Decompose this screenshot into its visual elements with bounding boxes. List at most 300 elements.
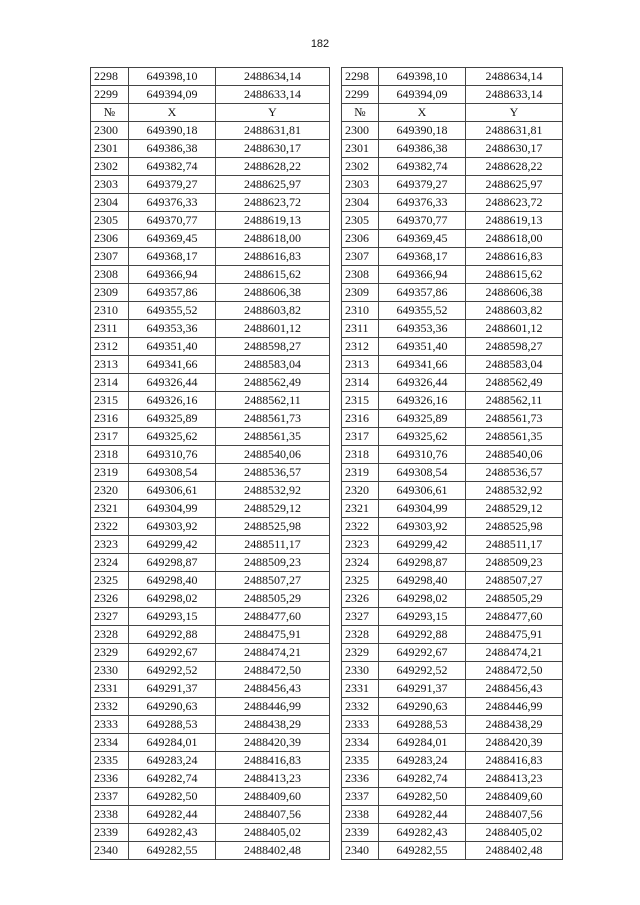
table-row — [91, 68, 330, 86]
table-row — [342, 140, 563, 158]
header-x-cell: X — [129, 104, 216, 122]
x-coordinate-cell: 649282,50 — [379, 788, 466, 806]
x-coordinate-cell: 649282,50 — [129, 788, 216, 806]
table-row — [91, 410, 330, 428]
y-coordinate-cell: 2488562,49 — [466, 374, 563, 392]
y-coordinate-cell: 2488505,29 — [466, 590, 563, 608]
table-row — [91, 788, 330, 806]
y-coordinate-cell: 2488438,29 — [216, 716, 330, 734]
table-row — [342, 626, 563, 644]
table-row — [91, 338, 330, 356]
table-row — [342, 194, 563, 212]
x-coordinate-cell: 649282,74 — [379, 770, 466, 788]
x-coordinate-cell: 649306,61 — [129, 482, 216, 500]
table-row — [342, 428, 563, 446]
point-number-cell: 2329 — [342, 644, 379, 662]
y-coordinate-cell: 2488507,27 — [466, 572, 563, 590]
y-coordinate-cell: 2488409,60 — [466, 788, 563, 806]
x-coordinate-cell: 649353,36 — [129, 320, 216, 338]
y-coordinate-cell: 2488625,97 — [216, 176, 330, 194]
point-number-cell: 2335 — [342, 752, 379, 770]
table-row — [91, 140, 330, 158]
x-coordinate-cell: 649308,54 — [379, 464, 466, 482]
point-number-cell: 2336 — [91, 770, 129, 788]
point-number-cell: 2331 — [342, 680, 379, 698]
table-row — [91, 482, 330, 500]
point-number-cell: 2303 — [342, 176, 379, 194]
y-coordinate-cell: 2488477,60 — [466, 608, 563, 626]
x-coordinate-cell: 649382,74 — [129, 158, 216, 176]
y-coordinate-cell: 2488561,73 — [216, 410, 330, 428]
x-coordinate-cell: 649355,52 — [129, 302, 216, 320]
y-coordinate-cell: 2488616,83 — [216, 248, 330, 266]
table-row — [342, 464, 563, 482]
table-row — [342, 788, 563, 806]
table-row — [342, 374, 563, 392]
y-coordinate-cell: 2488561,35 — [466, 428, 563, 446]
point-number-cell: 2339 — [342, 824, 379, 842]
y-coordinate-cell: 2488456,43 — [216, 680, 330, 698]
point-number-cell: 2309 — [342, 284, 379, 302]
point-number-cell: 2319 — [91, 464, 129, 482]
y-coordinate-cell: 2488402,48 — [466, 842, 563, 860]
table-row — [342, 410, 563, 428]
table-row — [342, 356, 563, 374]
point-number-cell: 2318 — [91, 446, 129, 464]
y-coordinate-cell: 2488628,22 — [216, 158, 330, 176]
x-coordinate-cell: 649298,02 — [129, 590, 216, 608]
y-coordinate-cell: 2488618,00 — [216, 230, 330, 248]
point-number-cell: 2313 — [342, 356, 379, 374]
table-row — [342, 122, 563, 140]
x-coordinate-cell: 649290,63 — [129, 698, 216, 716]
table-row — [91, 212, 330, 230]
y-coordinate-cell: 2488475,91 — [466, 626, 563, 644]
x-coordinate-cell: 649366,94 — [379, 266, 466, 284]
table-row — [342, 806, 563, 824]
point-number-cell: 2310 — [91, 302, 129, 320]
table-row — [342, 698, 563, 716]
x-coordinate-cell: 649341,66 — [379, 356, 466, 374]
y-coordinate-cell: 2488511,17 — [466, 536, 563, 554]
table-row — [342, 554, 563, 572]
table-row — [91, 842, 330, 860]
x-coordinate-cell: 649351,40 — [379, 338, 466, 356]
x-coordinate-cell: 649326,44 — [379, 374, 466, 392]
point-number-cell: 2321 — [342, 500, 379, 518]
point-number-cell: 2338 — [342, 806, 379, 824]
table-row — [342, 500, 563, 518]
table-row — [342, 752, 563, 770]
table-row — [342, 230, 563, 248]
table-row — [91, 176, 330, 194]
table-row — [342, 302, 563, 320]
point-number-cell: 2326 — [342, 590, 379, 608]
point-number-cell: 2307 — [91, 248, 129, 266]
y-coordinate-cell: 2488562,11 — [216, 392, 330, 410]
point-number-cell: 2302 — [342, 158, 379, 176]
x-coordinate-cell: 649299,42 — [129, 536, 216, 554]
x-coordinate-cell: 649326,16 — [129, 392, 216, 410]
point-number-cell: 2305 — [91, 212, 129, 230]
header-number-cell: № — [342, 104, 379, 122]
table-row — [91, 608, 330, 626]
point-number-cell: 2334 — [342, 734, 379, 752]
table-row — [342, 572, 563, 590]
table-row — [91, 770, 330, 788]
x-coordinate-cell: 649394,09 — [379, 86, 466, 104]
point-number-cell: 2311 — [342, 320, 379, 338]
table-row — [91, 590, 330, 608]
y-coordinate-cell: 2488505,29 — [216, 590, 330, 608]
point-number-cell: 2339 — [91, 824, 129, 842]
point-number-cell: 2329 — [91, 644, 129, 662]
point-number-cell: 2315 — [91, 392, 129, 410]
point-number-cell: 2322 — [342, 518, 379, 536]
y-coordinate-cell: 2488633,14 — [466, 86, 563, 104]
x-coordinate-cell: 649283,24 — [379, 752, 466, 770]
point-number-cell: 2301 — [91, 140, 129, 158]
point-number-cell: 2310 — [342, 302, 379, 320]
table-row — [91, 122, 330, 140]
y-coordinate-cell: 2488413,23 — [466, 770, 563, 788]
point-number-cell: 2333 — [91, 716, 129, 734]
table-row — [342, 338, 563, 356]
x-coordinate-cell: 649394,09 — [129, 86, 216, 104]
y-coordinate-cell: 2488416,83 — [216, 752, 330, 770]
y-coordinate-cell: 2488536,57 — [466, 464, 563, 482]
x-coordinate-cell: 649325,62 — [129, 428, 216, 446]
point-number-cell: 2328 — [342, 626, 379, 644]
page-number: 182 — [310, 38, 330, 50]
table-row — [342, 158, 563, 176]
y-coordinate-cell: 2488536,57 — [216, 464, 330, 482]
x-coordinate-cell: 649288,53 — [129, 716, 216, 734]
point-number-cell: 2325 — [91, 572, 129, 590]
table-row — [91, 158, 330, 176]
y-coordinate-cell: 2488525,98 — [216, 518, 330, 536]
x-coordinate-cell: 649379,27 — [129, 176, 216, 194]
x-coordinate-cell: 649325,89 — [129, 410, 216, 428]
y-coordinate-cell: 2488615,62 — [466, 266, 563, 284]
table-row — [91, 572, 330, 590]
y-coordinate-cell: 2488529,12 — [216, 500, 330, 518]
x-coordinate-cell: 649357,86 — [379, 284, 466, 302]
y-coordinate-cell: 2488540,06 — [466, 446, 563, 464]
point-number-cell: 2327 — [91, 608, 129, 626]
point-number-cell: 2330 — [91, 662, 129, 680]
x-coordinate-cell: 649390,18 — [129, 122, 216, 140]
x-coordinate-cell: 649290,63 — [379, 698, 466, 716]
y-coordinate-cell: 2488583,04 — [216, 356, 330, 374]
table-row — [342, 770, 563, 788]
y-coordinate-cell: 2488625,97 — [466, 176, 563, 194]
x-coordinate-cell: 649351,40 — [129, 338, 216, 356]
table-row — [91, 824, 330, 842]
point-number-cell: 2328 — [91, 626, 129, 644]
point-number-cell: 2331 — [91, 680, 129, 698]
header-number-cell: № — [91, 104, 129, 122]
y-coordinate-cell: 2488616,83 — [466, 248, 563, 266]
y-coordinate-cell: 2488598,27 — [466, 338, 563, 356]
point-number-cell: 2324 — [342, 554, 379, 572]
point-number-cell: 2298 — [342, 68, 379, 86]
y-coordinate-cell: 2488628,22 — [466, 158, 563, 176]
y-coordinate-cell: 2488615,62 — [216, 266, 330, 284]
point-number-cell: 2303 — [91, 176, 129, 194]
y-coordinate-cell: 2488477,60 — [216, 608, 330, 626]
x-coordinate-cell: 649326,16 — [379, 392, 466, 410]
x-coordinate-cell: 649325,89 — [379, 410, 466, 428]
x-coordinate-cell: 649308,54 — [129, 464, 216, 482]
point-number-cell: 2316 — [91, 410, 129, 428]
point-number-cell: 2337 — [342, 788, 379, 806]
table-row — [91, 356, 330, 374]
x-coordinate-cell: 649304,99 — [129, 500, 216, 518]
y-coordinate-cell: 2488472,50 — [466, 662, 563, 680]
y-coordinate-cell: 2488601,12 — [216, 320, 330, 338]
x-coordinate-cell: 649341,66 — [129, 356, 216, 374]
x-coordinate-cell: 649282,74 — [129, 770, 216, 788]
point-number-cell: 2321 — [91, 500, 129, 518]
x-coordinate-cell: 649293,15 — [129, 608, 216, 626]
y-coordinate-cell: 2488623,72 — [466, 194, 563, 212]
table-header-row — [342, 104, 563, 122]
y-coordinate-cell: 2488532,92 — [216, 482, 330, 500]
point-number-cell: 2312 — [342, 338, 379, 356]
point-number-cell: 2340 — [342, 842, 379, 860]
table-row — [91, 194, 330, 212]
point-number-cell: 2333 — [342, 716, 379, 734]
x-coordinate-cell: 649355,52 — [379, 302, 466, 320]
x-coordinate-cell: 649325,62 — [379, 428, 466, 446]
point-number-cell: 2298 — [91, 68, 129, 86]
point-number-cell: 2302 — [91, 158, 129, 176]
y-coordinate-cell: 2488438,29 — [466, 716, 563, 734]
table-row — [342, 320, 563, 338]
x-coordinate-cell: 649282,44 — [379, 806, 466, 824]
point-number-cell: 2305 — [342, 212, 379, 230]
point-number-cell: 2338 — [91, 806, 129, 824]
table-row — [91, 86, 330, 104]
table-row — [91, 734, 330, 752]
point-number-cell: 2332 — [342, 698, 379, 716]
x-coordinate-cell: 649291,37 — [379, 680, 466, 698]
x-coordinate-cell: 649379,27 — [379, 176, 466, 194]
y-coordinate-cell: 2488631,81 — [216, 122, 330, 140]
x-coordinate-cell: 649353,36 — [379, 320, 466, 338]
table-row — [91, 680, 330, 698]
point-number-cell: 2330 — [342, 662, 379, 680]
point-number-cell: 2322 — [91, 518, 129, 536]
x-coordinate-cell: 649370,77 — [379, 212, 466, 230]
header-y-cell: Y — [216, 104, 330, 122]
x-coordinate-cell: 649303,92 — [379, 518, 466, 536]
point-number-cell: 2323 — [91, 536, 129, 554]
table-row — [91, 374, 330, 392]
table-row — [342, 608, 563, 626]
point-number-cell: 2336 — [342, 770, 379, 788]
x-coordinate-cell: 649292,52 — [129, 662, 216, 680]
table-row — [342, 68, 563, 86]
x-coordinate-cell: 649376,33 — [129, 194, 216, 212]
x-coordinate-cell: 649282,43 — [129, 824, 216, 842]
table-row — [342, 716, 563, 734]
x-coordinate-cell: 649288,53 — [379, 716, 466, 734]
x-coordinate-cell: 649310,76 — [379, 446, 466, 464]
x-coordinate-cell: 649292,88 — [379, 626, 466, 644]
y-coordinate-cell: 2488525,98 — [466, 518, 563, 536]
coordinates-table-left — [90, 67, 330, 860]
table-row — [91, 554, 330, 572]
x-coordinate-cell: 649298,87 — [129, 554, 216, 572]
y-coordinate-cell: 2488540,06 — [216, 446, 330, 464]
y-coordinate-cell: 2488603,82 — [466, 302, 563, 320]
x-coordinate-cell: 649326,44 — [129, 374, 216, 392]
point-number-cell: 2299 — [342, 86, 379, 104]
y-coordinate-cell: 2488601,12 — [466, 320, 563, 338]
x-coordinate-cell: 649291,37 — [129, 680, 216, 698]
x-coordinate-cell: 649292,88 — [129, 626, 216, 644]
point-number-cell: 2308 — [342, 266, 379, 284]
point-number-cell: 2326 — [91, 590, 129, 608]
y-coordinate-cell: 2488606,38 — [466, 284, 563, 302]
y-coordinate-cell: 2488407,56 — [466, 806, 563, 824]
coordinates-table-right — [341, 67, 563, 860]
y-coordinate-cell: 2488561,73 — [466, 410, 563, 428]
x-coordinate-cell: 649390,18 — [379, 122, 466, 140]
x-coordinate-cell: 649366,94 — [129, 266, 216, 284]
table-row — [91, 248, 330, 266]
x-coordinate-cell: 649298,02 — [379, 590, 466, 608]
y-coordinate-cell: 2488509,23 — [216, 554, 330, 572]
point-number-cell: 2308 — [91, 266, 129, 284]
y-coordinate-cell: 2488446,99 — [216, 698, 330, 716]
table-row — [91, 428, 330, 446]
x-coordinate-cell: 649299,42 — [379, 536, 466, 554]
y-coordinate-cell: 2488446,99 — [466, 698, 563, 716]
x-coordinate-cell: 649292,52 — [379, 662, 466, 680]
y-coordinate-cell: 2488598,27 — [216, 338, 330, 356]
point-number-cell: 2304 — [342, 194, 379, 212]
table-row — [91, 626, 330, 644]
point-number-cell: 2312 — [91, 338, 129, 356]
y-coordinate-cell: 2488634,14 — [466, 68, 563, 86]
table-row — [91, 536, 330, 554]
y-coordinate-cell: 2488583,04 — [466, 356, 563, 374]
y-coordinate-cell: 2488413,23 — [216, 770, 330, 788]
point-number-cell: 2323 — [342, 536, 379, 554]
table-row — [342, 284, 563, 302]
y-coordinate-cell: 2488562,11 — [466, 392, 563, 410]
x-coordinate-cell: 649298,40 — [129, 572, 216, 590]
table-row — [91, 662, 330, 680]
point-number-cell: 2320 — [342, 482, 379, 500]
y-coordinate-cell: 2488623,72 — [216, 194, 330, 212]
table-row — [91, 752, 330, 770]
y-coordinate-cell: 2488420,39 — [216, 734, 330, 752]
table-row — [91, 320, 330, 338]
x-coordinate-cell: 649298,87 — [379, 554, 466, 572]
point-number-cell: 2324 — [91, 554, 129, 572]
y-coordinate-cell: 2488420,39 — [466, 734, 563, 752]
x-coordinate-cell: 649357,86 — [129, 284, 216, 302]
y-coordinate-cell: 2488603,82 — [216, 302, 330, 320]
x-coordinate-cell: 649376,33 — [379, 194, 466, 212]
table-row — [342, 518, 563, 536]
y-coordinate-cell: 2488606,38 — [216, 284, 330, 302]
y-coordinate-cell: 2488405,02 — [466, 824, 563, 842]
x-coordinate-cell: 649386,38 — [379, 140, 466, 158]
header-x-cell: X — [379, 104, 466, 122]
x-coordinate-cell: 649386,38 — [129, 140, 216, 158]
y-coordinate-cell: 2488456,43 — [466, 680, 563, 698]
table-row — [342, 644, 563, 662]
x-coordinate-cell: 649282,55 — [129, 842, 216, 860]
point-number-cell: 2337 — [91, 788, 129, 806]
table-row — [91, 392, 330, 410]
y-coordinate-cell: 2488529,12 — [466, 500, 563, 518]
table-row — [342, 536, 563, 554]
y-coordinate-cell: 2488633,14 — [216, 86, 330, 104]
x-coordinate-cell: 649310,76 — [129, 446, 216, 464]
y-coordinate-cell: 2488402,48 — [216, 842, 330, 860]
y-coordinate-cell: 2488405,02 — [216, 824, 330, 842]
x-coordinate-cell: 649369,45 — [379, 230, 466, 248]
table-row — [342, 590, 563, 608]
point-number-cell: 2304 — [91, 194, 129, 212]
y-coordinate-cell: 2488407,56 — [216, 806, 330, 824]
y-coordinate-cell: 2488631,81 — [466, 122, 563, 140]
table-row — [91, 266, 330, 284]
y-coordinate-cell: 2488474,21 — [466, 644, 563, 662]
point-number-cell: 2332 — [91, 698, 129, 716]
y-coordinate-cell: 2488561,35 — [216, 428, 330, 446]
table-row — [91, 464, 330, 482]
point-number-cell: 2327 — [342, 608, 379, 626]
table-row — [91, 698, 330, 716]
table-row — [91, 500, 330, 518]
x-coordinate-cell: 649293,15 — [379, 608, 466, 626]
point-number-cell: 2301 — [342, 140, 379, 158]
point-number-cell: 2300 — [91, 122, 129, 140]
point-number-cell: 2314 — [91, 374, 129, 392]
point-number-cell: 2307 — [342, 248, 379, 266]
x-coordinate-cell: 649369,45 — [129, 230, 216, 248]
table-row — [91, 806, 330, 824]
y-coordinate-cell: 2488475,91 — [216, 626, 330, 644]
y-coordinate-cell: 2488474,21 — [216, 644, 330, 662]
x-coordinate-cell: 649283,24 — [129, 752, 216, 770]
y-coordinate-cell: 2488532,92 — [466, 482, 563, 500]
table-row — [342, 842, 563, 860]
x-coordinate-cell: 649398,10 — [379, 68, 466, 86]
table-row — [342, 86, 563, 104]
x-coordinate-cell: 649282,44 — [129, 806, 216, 824]
table-row — [91, 644, 330, 662]
table-row — [91, 230, 330, 248]
table-row — [342, 176, 563, 194]
x-coordinate-cell: 649304,99 — [379, 500, 466, 518]
point-number-cell: 2335 — [91, 752, 129, 770]
y-coordinate-cell: 2488619,13 — [216, 212, 330, 230]
table-row — [342, 824, 563, 842]
x-coordinate-cell: 649306,61 — [379, 482, 466, 500]
point-number-cell: 2320 — [91, 482, 129, 500]
point-number-cell: 2306 — [342, 230, 379, 248]
y-coordinate-cell: 2488562,49 — [216, 374, 330, 392]
table-row — [342, 734, 563, 752]
